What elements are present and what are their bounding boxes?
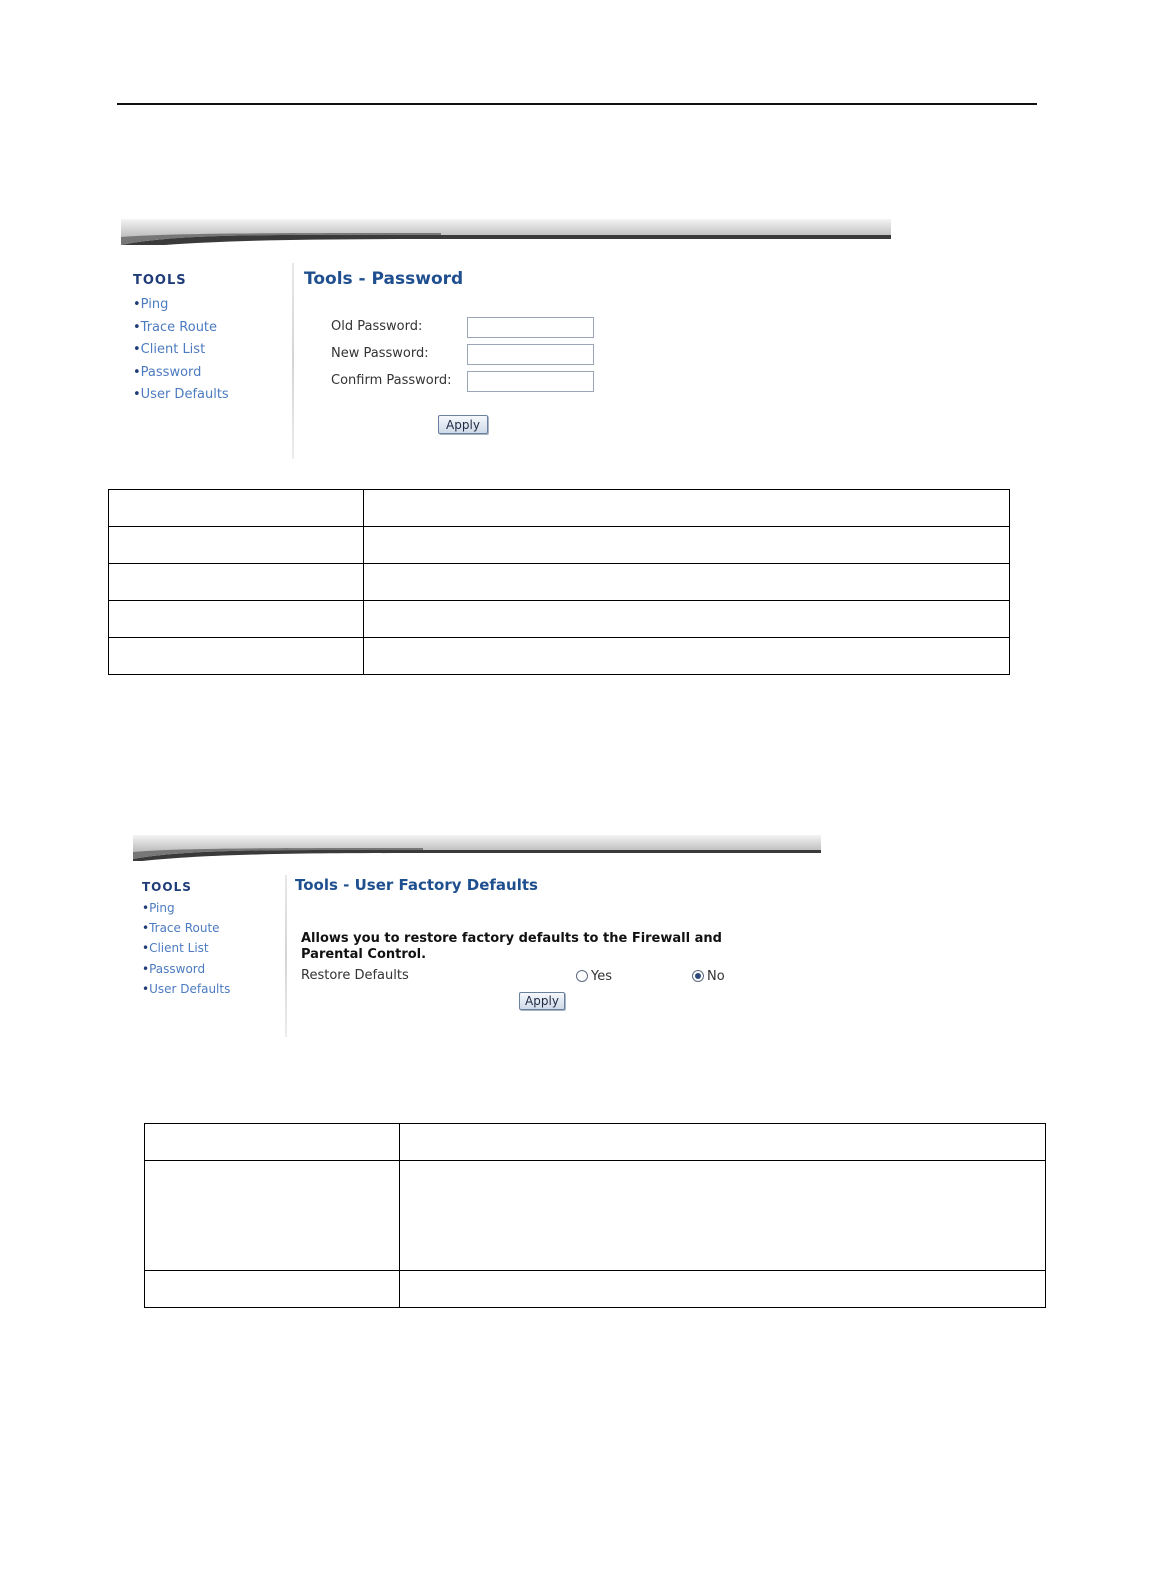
table-cell: [364, 638, 1010, 675]
old-password-field[interactable]: [467, 317, 594, 338]
table-row: [109, 527, 1010, 564]
sidebar-item-label: User Defaults: [149, 981, 231, 996]
sidebar-item-ping[interactable]: •Ping: [133, 297, 169, 312]
user-defaults-screenshot: [133, 835, 821, 1037]
table-cell: [364, 564, 1010, 601]
sidebar-item-user-defaults[interactable]: •User Defaults: [142, 981, 231, 996]
sidebar-title: TOOLS: [133, 273, 187, 288]
confirm-password-label: Confirm Password:: [331, 373, 452, 388]
table-cell: [145, 1124, 400, 1161]
table-cell: [364, 601, 1010, 638]
sidebar-item-client-list[interactable]: •Client List: [133, 342, 206, 357]
table-cell: [109, 638, 364, 675]
new-password-label: New Password:: [331, 346, 429, 361]
table-cell: [364, 527, 1010, 564]
restore-defaults-label: Restore Defaults: [301, 968, 409, 983]
sidebar-item-label: Password: [140, 364, 202, 380]
sidebar-item-label: Password: [149, 961, 206, 976]
table-cell: [145, 1161, 400, 1271]
table-row: [109, 601, 1010, 638]
table-cell: [145, 1271, 400, 1308]
apply-button[interactable]: Apply: [438, 415, 488, 434]
table-row: [145, 1161, 1046, 1271]
table-cell: [400, 1271, 1046, 1308]
page-title: Tools - Password: [304, 269, 464, 289]
sidebar-item-trace-route[interactable]: •Trace Route: [142, 921, 220, 936]
sidebar-item-label: Client List: [149, 941, 209, 956]
confirm-password-field[interactable]: [467, 371, 594, 392]
table-cell: [400, 1124, 1046, 1161]
table-cell: [109, 564, 364, 601]
table-row: [109, 490, 1010, 527]
table-row: [145, 1124, 1046, 1161]
sidebar-nav: [142, 898, 230, 999]
apply-button[interactable]: Apply: [519, 992, 565, 1010]
blank-table-1: [108, 489, 1010, 675]
table-cell: [109, 527, 364, 564]
sidebar-item-label: Client List: [140, 342, 206, 357]
password-screenshot: [121, 219, 891, 459]
restore-yes-label: Yes: [591, 969, 612, 984]
header-swoosh: [121, 219, 891, 245]
description-text: Allows you to restore factory defaults to the Firewall and Parental Control.: [301, 931, 722, 962]
sidebar-item-label: Trace Route: [140, 319, 218, 335]
blank-table-2: [144, 1123, 1046, 1308]
sidebar-item-password[interactable]: •Password: [133, 364, 202, 380]
sidebar-item-user-defaults[interactable]: •User Defaults: [133, 387, 229, 402]
sidebar-item-label: Ping: [140, 297, 169, 312]
page-title: Tools - User Factory Defaults: [295, 876, 538, 894]
sidebar-item-label: Trace Route: [149, 921, 220, 936]
old-password-label: Old Password:: [331, 319, 423, 334]
table-row: [109, 564, 1010, 601]
new-password-field[interactable]: [467, 344, 594, 365]
sidebar-nav: [133, 294, 229, 407]
sidebar-item-label: Ping: [149, 901, 175, 915]
sidebar-item-password[interactable]: •Password: [142, 961, 206, 976]
sidebar-item-trace-route[interactable]: •Trace Route: [133, 319, 218, 335]
restore-yes-radio[interactable]: [576, 970, 588, 982]
sidebar-item-client-list[interactable]: •Client List: [142, 941, 209, 956]
header-swoosh: [133, 835, 821, 861]
table-cell: [364, 490, 1010, 527]
sidebar-divider: [285, 875, 287, 1037]
restore-no-radio[interactable]: [692, 970, 704, 982]
restore-no-label: No: [707, 969, 725, 984]
table-cell: [109, 490, 364, 527]
sidebar-title: TOOLS: [142, 880, 192, 894]
sidebar-divider: [292, 263, 294, 459]
sidebar-item-ping[interactable]: •Ping: [142, 901, 175, 915]
table-row: [145, 1271, 1046, 1308]
table-cell: [400, 1161, 1046, 1271]
table-cell: [109, 601, 364, 638]
table-row: [109, 638, 1010, 675]
page-top-rule: [117, 103, 1037, 105]
sidebar-item-label: User Defaults: [140, 387, 229, 402]
